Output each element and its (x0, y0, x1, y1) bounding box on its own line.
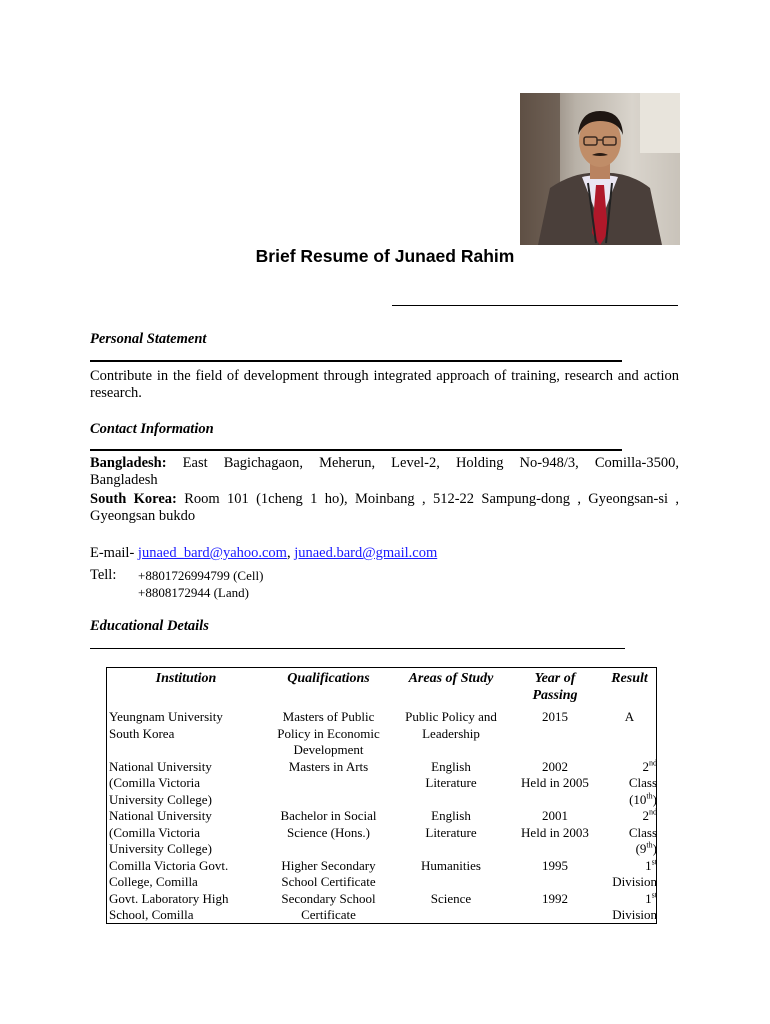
bangladesh-label: Bangladesh: (90, 455, 167, 471)
bangladesh-address-line2: Bangladesh (90, 472, 158, 488)
cell-qualification: Secondary School Certificate (281, 890, 376, 922)
email-label: E-mail- (90, 545, 135, 561)
cell-result: 2nd Class (10th) (628, 758, 657, 807)
tel-line (90, 567, 679, 584)
south-korea-address-line1: Room 101 (1cheng 1 ho), Moinbang , 512-22 Sampung-dong , Gyeongsan-si , (184, 491, 680, 507)
tel-land: +8808172944 (Land) (138, 585, 249, 600)
south-korea-address-line2: Gyeongsan bukdo (90, 508, 196, 524)
header-year-of-passing: Year of Passing (532, 671, 578, 703)
cell-result: 2nd Class (9th) (628, 807, 657, 856)
personal-statement-text: Contribute in the field of development through integrated approach of training, research and action research. (90, 368, 679, 401)
email-separator: , (286, 545, 291, 561)
cell-result: A (624, 709, 635, 724)
tel-cell: +8801726994799 (Cell) (138, 568, 264, 583)
cell-area: English Literature (425, 758, 477, 790)
header-institution: Institution (155, 671, 217, 686)
cell-qualification: Bachelor in Social Science (Hons.) (280, 808, 377, 840)
cell-institution: Comilla Victoria Govt. College, Comilla (109, 857, 229, 889)
cell-year: 1995 (542, 857, 568, 873)
education-heading: Educational Details (90, 618, 209, 634)
table-row (106, 759, 660, 809)
cell-result: 1st Division (612, 857, 657, 889)
cell-qualification: Masters in Arts (288, 758, 369, 774)
cell-year: 2002 Held in 2005 (521, 758, 589, 790)
table-row (106, 808, 660, 858)
cell-qualification: Higher Secondary School Certificate (281, 857, 376, 889)
education-rule (90, 648, 625, 649)
cell-institution: Yeungnam University South Korea (109, 709, 223, 741)
title-underline (392, 305, 678, 306)
cell-year: 2015 (542, 709, 568, 724)
cell-qualification: Masters of Public Policy in Economic Development (277, 709, 380, 757)
personal-statement-rule (90, 360, 622, 362)
tel-label: Tell: (90, 567, 117, 583)
contact-rule (90, 449, 622, 451)
page-title: Brief Resume of Junaed Rahim (255, 246, 515, 266)
email-link-gmail[interactable]: junaed.bard@gmail.com (294, 545, 438, 561)
cell-area: Humanities (421, 857, 481, 873)
south-korea-label: South Korea: (90, 491, 177, 507)
email-link-yahoo[interactable]: junaed_bard@yahoo.com (137, 545, 287, 561)
education-table (106, 667, 660, 924)
cell-year: 1992 (542, 890, 568, 906)
header-qualifications: Qualifications (287, 671, 370, 686)
cell-institution: National University (Comilla Victoria University College) (109, 758, 212, 807)
cell-area: Public Policy and Leadership (405, 709, 497, 741)
cell-area: Science (430, 890, 472, 906)
table-row (106, 891, 660, 924)
cell-year: 2001 Held in 2003 (521, 808, 589, 840)
bangladesh-address-line1: East Bagichagaon, Meherun, Level-2, Holding No-948/3, Comilla-3500, (182, 455, 680, 471)
header-result: Result (611, 671, 648, 686)
personal-statement-heading: Personal Statement (90, 331, 207, 347)
contact-heading: Contact Information (90, 421, 214, 437)
table-header-row (106, 667, 660, 704)
profile-photo (520, 93, 680, 245)
email-line (90, 545, 679, 562)
cell-result: 1st Division (612, 890, 657, 922)
table-row (106, 858, 660, 891)
address-bangladesh (90, 455, 679, 489)
cell-area: English Literature (425, 808, 477, 840)
cell-institution: Govt. Laboratory High School, Comilla (109, 890, 229, 922)
address-south-korea (90, 491, 679, 525)
header-areas-of-study: Areas of Study (408, 671, 494, 686)
table-row (106, 704, 660, 759)
cell-institution: National University (Comilla Victoria University College) (109, 808, 212, 856)
